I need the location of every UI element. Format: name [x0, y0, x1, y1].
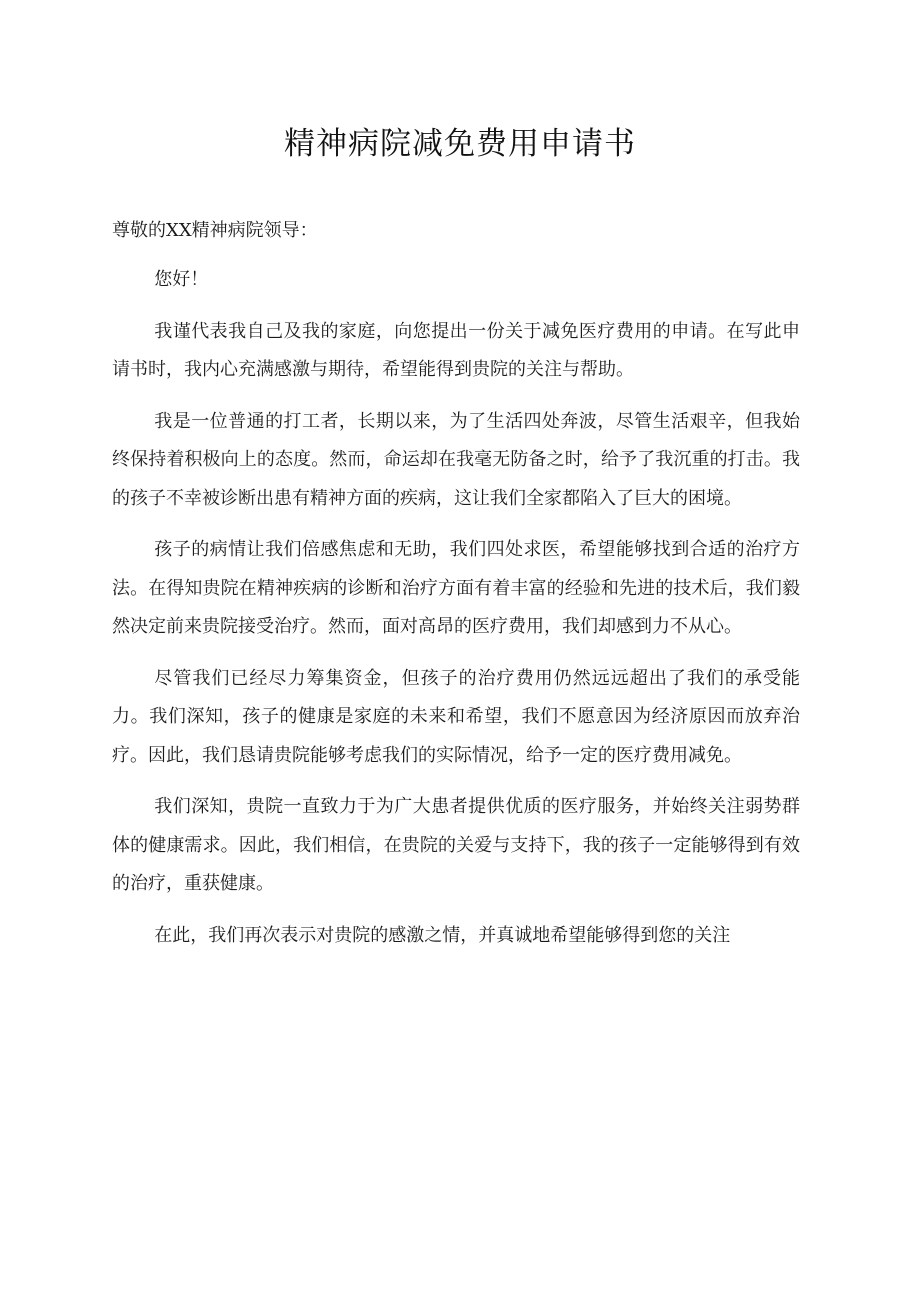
- paragraph-trust: 我们深知，贵院一直致力于为广大患者提供优质的医疗服务，并始终关注弱势群体的健康需求。因此，我们相信，在贵院的关爱与支持下，我的孩子一定能够得到有效的治疗，重获健康。: [112, 796, 800, 894]
- paragraph-closing: 在此，我们再次表示对贵院的感激之情，并真诚地希望能够得到您的关注: [154, 924, 731, 946]
- paragraph-greeting: 您好！: [154, 269, 209, 290]
- salutation: 尊敬的XX精神病院领导：: [112, 220, 318, 241]
- paragraph-intro: 我谨代表我自己及我的家庭，向您提出一份关于减免医疗费用的申请。在写此申请书时，我内心充满感激与期待，希望能得到贵院的关注与帮助。: [112, 320, 800, 380]
- document-title: 精神病院减免费用申请书: [284, 126, 636, 162]
- paragraph-background: 我是一位普通的打工者，长期以来，为了生活四处奔波，尽管生活艰辛，但我始终保持着积极向上的态度。然而，命运却在我毫无防备之时，给予了我沉重的打击。我的孩子不幸被诊断出患有精神方面的疾病，这让我们全家都陷入了巨大的困境。: [112, 410, 800, 509]
- paragraph-request: 尽管我们已经尽力筹集资金，但孩子的治疗费用仍然远远超出了我们的承受能力。我们深知，孩子的健康是家庭的未来和希望，我们不愿意因为经济原因而放弃治疗。因此，我们恳请贵院能够考虑我们的实际情况，给予一定的医疗费用减免。: [112, 667, 800, 766]
- document-body: [112, 214, 800, 968]
- paragraph-treatment: 孩子的病情让我们倍感焦虑和无助，我们四处求医，希望能够找到合适的治疗方法。在得知贵院在精神疾病的诊断和治疗方面有着丰富的经验和先进的技术后，我们毅然决定前来贵院接受治疗。然而，面对高昂的医疗费用，我们却感到力不从心。: [112, 539, 800, 637]
